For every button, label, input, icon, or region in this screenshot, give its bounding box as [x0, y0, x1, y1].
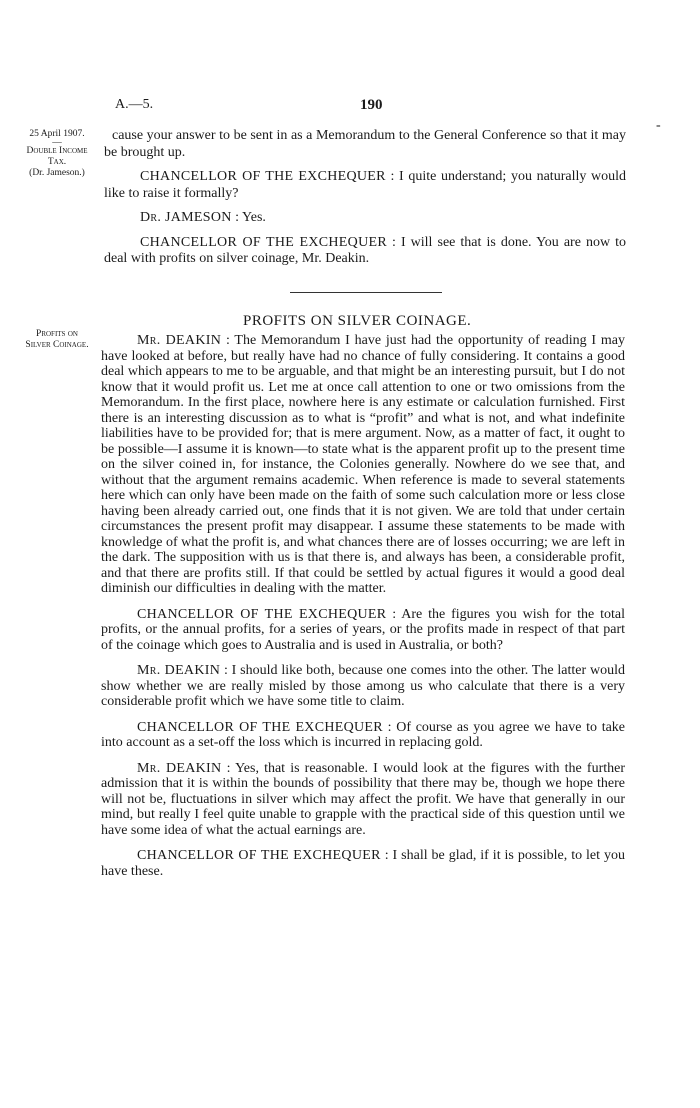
speaker-name: CHANCELLOR OF THE EXCHEQUER	[137, 848, 381, 863]
paragraph-text: : Yes, that is reasonable. I would look at the figures with the further admission that it is within the bounds of possibility that there may be, though we hope there will not be, fluctuations in silver which may affect the profit. We have that generally in our mind, but really I feel quite unable to grapple with the practical side of this question until we have some idea of what the actual earnings are.	[101, 760, 625, 838]
margin-date: 25 April 1907.	[29, 129, 85, 139]
paragraph-text: : The Memorandum I have just had the opportunity of reading I may have looked at before, but really have had no chance of fully considering. It contains a good deal which appears to me to be arguable, and that might be an interesting pursuit, but I do not know that it would profit us. Let me at once call attention to one or two omissions from the Memorandum. In the first place, nowhere here is any estimate or calculation furnished. First there is an interesting discussion as to what is “profit” and what is not, and what indefinite liabilities have to be provided for; that is mere argument. Now, as a matter of fact, it ought to be possible—I assume it is known—to state what is the apparent profit up to the present time on the silver coined in, for instance, the Colonies generally. Nowhere do we see that, and without that the argument remains academic. When reference is made to several statements here which can only have been made on the faith of some such calculation more or less close having been already carried out, one finds that it is not given. We are told that under certain circumstances the present profit may disappear. I assume these statements to be made with knowledge of what the profit is, and what chances there are of losses occurring; we are left in the dark. The supposition with us is that there is, and always has been, a considerable profit, and that there are profits still. If that could be settled by actual figures it would a good deal diminish our difficulties in dealing with the matter.	[101, 333, 626, 596]
margin-note-date-topic	[14, 129, 100, 179]
margin-topic-line1: Double Income	[26, 146, 88, 156]
margin-note-topic	[12, 329, 102, 351]
paragraph	[101, 848, 625, 879]
paragraph	[101, 663, 625, 710]
paragraph-text: : I shall be glad, if it is possible, to let you have these.	[101, 848, 625, 879]
paragraph-text: : Yes.	[235, 210, 266, 225]
paragraph	[104, 128, 626, 161]
margin-mark: -	[656, 118, 661, 133]
paragraph	[104, 235, 626, 268]
paragraph	[104, 210, 626, 227]
paragraph-text: : I will see that is done. You are now to deal with profits on silver coinage, Mr. Deakin.	[104, 234, 627, 266]
margin-topic-line2: Tax.	[47, 157, 67, 167]
margin-dash: —	[52, 138, 62, 148]
paragraph	[101, 333, 625, 597]
paragraph	[101, 761, 625, 839]
speaker-name: CHANCELLOR OF THE EXCHEQUER	[137, 719, 383, 735]
dialogue-main	[101, 333, 625, 879]
paragraph-text: cause your answer to be sent in as a Memorandum to the General Conference so that it may be brought up.	[104, 128, 626, 160]
paragraph	[101, 720, 625, 751]
section-title: PROFITS ON SILVER COINAGE.	[243, 313, 472, 329]
speaker-name: Dr. JAMESON	[140, 210, 232, 225]
paragraph-text: : I should like both, because one comes into the other. The latter would show whether we are really misled by those among us who calculate that there is a very considerable profit which we have some title to claim.	[101, 663, 626, 709]
section-divider	[290, 292, 442, 293]
paragraph	[101, 607, 625, 654]
page-number: 190	[360, 97, 383, 113]
speaker-name: CHANCELLOR OF THE EXCHEQUER	[137, 606, 387, 622]
dialogue-top	[104, 128, 626, 268]
paragraph	[104, 169, 626, 202]
speaker-name: Mr. DEAKIN	[137, 333, 222, 348]
margin-topic-line1: Profits on	[36, 329, 78, 339]
speaker-name: Mr. DEAKIN	[137, 760, 222, 776]
paragraph-text: : Of course as you agree we have to take into account as a set-off the loss which is incurred in replacing gold.	[101, 719, 626, 750]
paragraph-text: : I quite understand; you naturally would like to raise it formally?	[104, 169, 627, 201]
margin-topic-line2: Silver Coinage.	[25, 340, 89, 350]
margin-speaker: (Dr. Jameson.)	[29, 168, 85, 178]
paragraph-text: : Are the figures you wish for the total profits, or the annual profits, for a series of years, or the profits made in respect of that part of the coinage which goes to Australia and is used in Australia, or both?	[101, 606, 625, 653]
speaker-name: CHANCELLOR OF THE EXCHEQUER	[140, 169, 386, 184]
speaker-name: CHANCELLOR OF THE EXCHEQUER	[140, 234, 387, 250]
paper-reference: A.—5.	[115, 97, 154, 112]
speaker-name: Mr. DEAKIN	[137, 663, 221, 678]
